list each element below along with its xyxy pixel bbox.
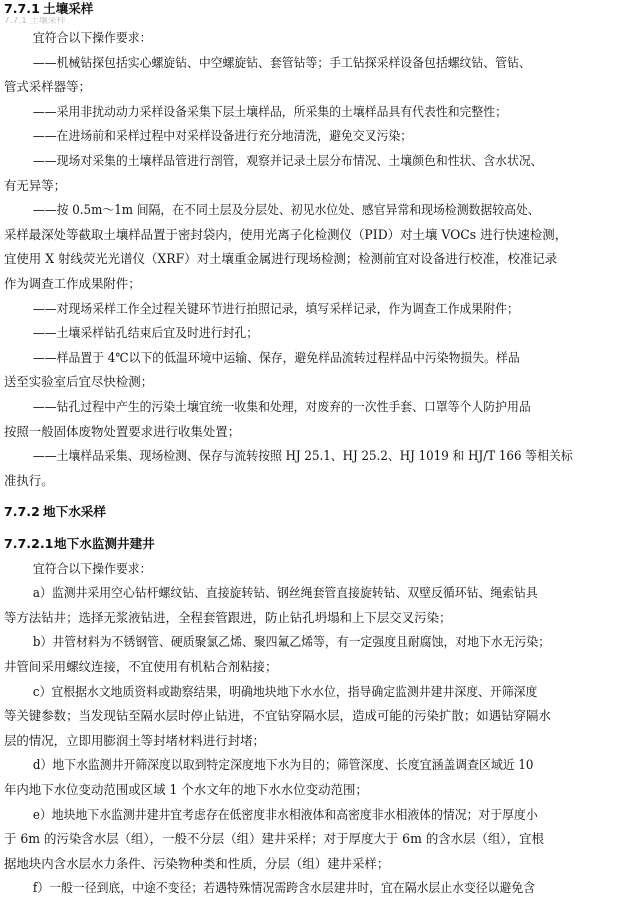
section-title: 地下水监测井建井 <box>54 536 155 551</box>
list-item-line: 层的情况，立即用膨润土等封堵材料进行封堵； <box>3 732 265 748</box>
section-number: 7.7.1 <box>4 1 40 16</box>
paragraph-line: ——对现场采样工作全过程关键环节进行拍照记录，填写采样记录，作为调查工作成果附件； <box>32 300 519 316</box>
section-number: 7.7.2 <box>4 504 40 520</box>
paragraph-line: ——钻孔过程中产生的污染土壤宜统一收集和处理，对废弃的一次性手套、口罩等个人防护用品 <box>32 399 531 414</box>
paragraph-line: 管式采样器等； <box>3 79 91 95</box>
paragraph-line: ——采用非扰动动力采样设备采集下层土壤样品，所采集的土壤样品具有代表性和完整性； <box>32 103 507 119</box>
paragraph-line: 采样最深处等截取土壤样品置于密封袋内，使用光离子化检测仪（PID）对土壤 VOCs 进行快速检测， <box>3 226 568 242</box>
paragraph-line: ——机械钻探包括实心螺旋钻、中空螺旋钻、套管钻等；手工钻探采样设备包括螺纹钻、管钻、 <box>32 54 531 70</box>
list-item-line: 等方法钻井；选择无浆液钻进，全程套管跟进，防止钻孔坍塌和上下层交叉污染； <box>3 609 452 625</box>
list-item-line: 等关键参数；当发现钻至隔水层时停止钻进，不宜钻穿隔水层，造成可能的污染扩散；如遇钻穿隔水 <box>3 708 551 724</box>
paragraph-line: 准执行。 <box>3 472 54 488</box>
paragraph-line: ——样品置于 4℃以下的低温环境中运输、保存，避免样品流转过程样品中污染物损失。样品 <box>32 349 520 365</box>
intro-text: 宜符合以下操作要求： <box>32 30 152 45</box>
paragraph-line: ——按 0.5m～1m 间隔，在不同土层及分层处、初见水位处、感官异常和现场检测数据较高处、 <box>32 202 540 218</box>
paragraph-line: 按照一般固体废物处置要求进行收集处置； <box>3 423 241 439</box>
paragraph-line: ——现场对采集的土壤样品管进行剖管，观察并记录土层分布情况、土壤颜色和性状、含水状况、 <box>32 153 543 168</box>
paragraph-line: 作为调查工作成果附件； <box>3 276 141 291</box>
section-heading-groundwater-sampling <box>0 500 630 525</box>
list-item-line: f）一般一径到底，中途不变径；若遇特殊情况需跨含水层建井时，宜在隔水层止水变径以避免含 <box>32 880 536 896</box>
section-title: 土壤采样 <box>43 1 94 16</box>
section-title: 地下水采样 <box>43 504 106 520</box>
section-number: 7.7.2.1 <box>4 536 54 551</box>
list-item-line: 年内地下水位变动范围或区域 1 个水文年的地下水水位变动范围； <box>3 782 368 797</box>
paragraph-line: 送至实验室后宜尽快检测； <box>3 374 154 390</box>
list-item-line: d）地下水监测井开筛深度以取到特定深度地下水为目的；筛管深度、长度宜涵盖调查区域近 10 <box>32 757 534 773</box>
list-item-line: 于 6m 的污染含水层（组），一般不分层（组）建井采样；对于厚度大于 6m 的含水层（组），宜根 <box>3 831 544 847</box>
paragraph-line: ——在进场前和采样过程中对采样设备进行充分地清洗，避免交叉污染； <box>32 128 413 144</box>
list-item-line: e）地块地下水监测井建井宜考虑存在低密度非水相液体和高密度非水相液体的情况；对于厚度小 <box>32 806 538 822</box>
list-item-line: 据地块内含水层水力条件、污染物种类和性质，分层（组）建井采样； <box>3 855 390 871</box>
list-item-line: b）井管材料为不锈钢管、硬质聚氯乙烯、聚四氟乙烯等，有一定强度且耐腐蚀，对地下水无污染； <box>32 634 551 650</box>
paragraph-line: 宜使用 X 射线荧光光谱仪（XRF）对土壤重金属进行现场检测；检测前宜对设备进行校准，校准记录 <box>3 251 558 267</box>
overlapped-heading-remnant: 7.7.1 土壤采样 <box>4 17 66 26</box>
subsection-heading-well-construction <box>0 532 630 557</box>
section-heading-soil-sampling <box>0 0 630 17</box>
paragraph-line: ——土壤样品采集、现场检测、保存与流转按照 HJ 25.1、HJ 25.2、HJ 1019 和 HJ/T 166 等相关标 <box>32 448 573 464</box>
paragraph-line: ——土壤采样钻孔结束后宜及时进行封孔； <box>32 325 259 341</box>
list-item-line: 井管间采用螺纹连接，不宜使用有机粘合剂粘接； <box>3 659 278 674</box>
list-item-line: a）监测井采用空心钻杆螺纹钻、直接旋转钻、钢丝绳套管直接旋转钻、双壁反循环钻、绳索钻具 <box>32 585 538 601</box>
list-item-line: c）宜根据水文地质资料或勘察结果，明确地块地下水水位，指导确定监测井建井深度、开筛深度 <box>32 683 538 699</box>
intro-text: 宜符合以下操作要求： <box>32 560 152 576</box>
paragraph-line: 有无异等； <box>3 177 67 193</box>
